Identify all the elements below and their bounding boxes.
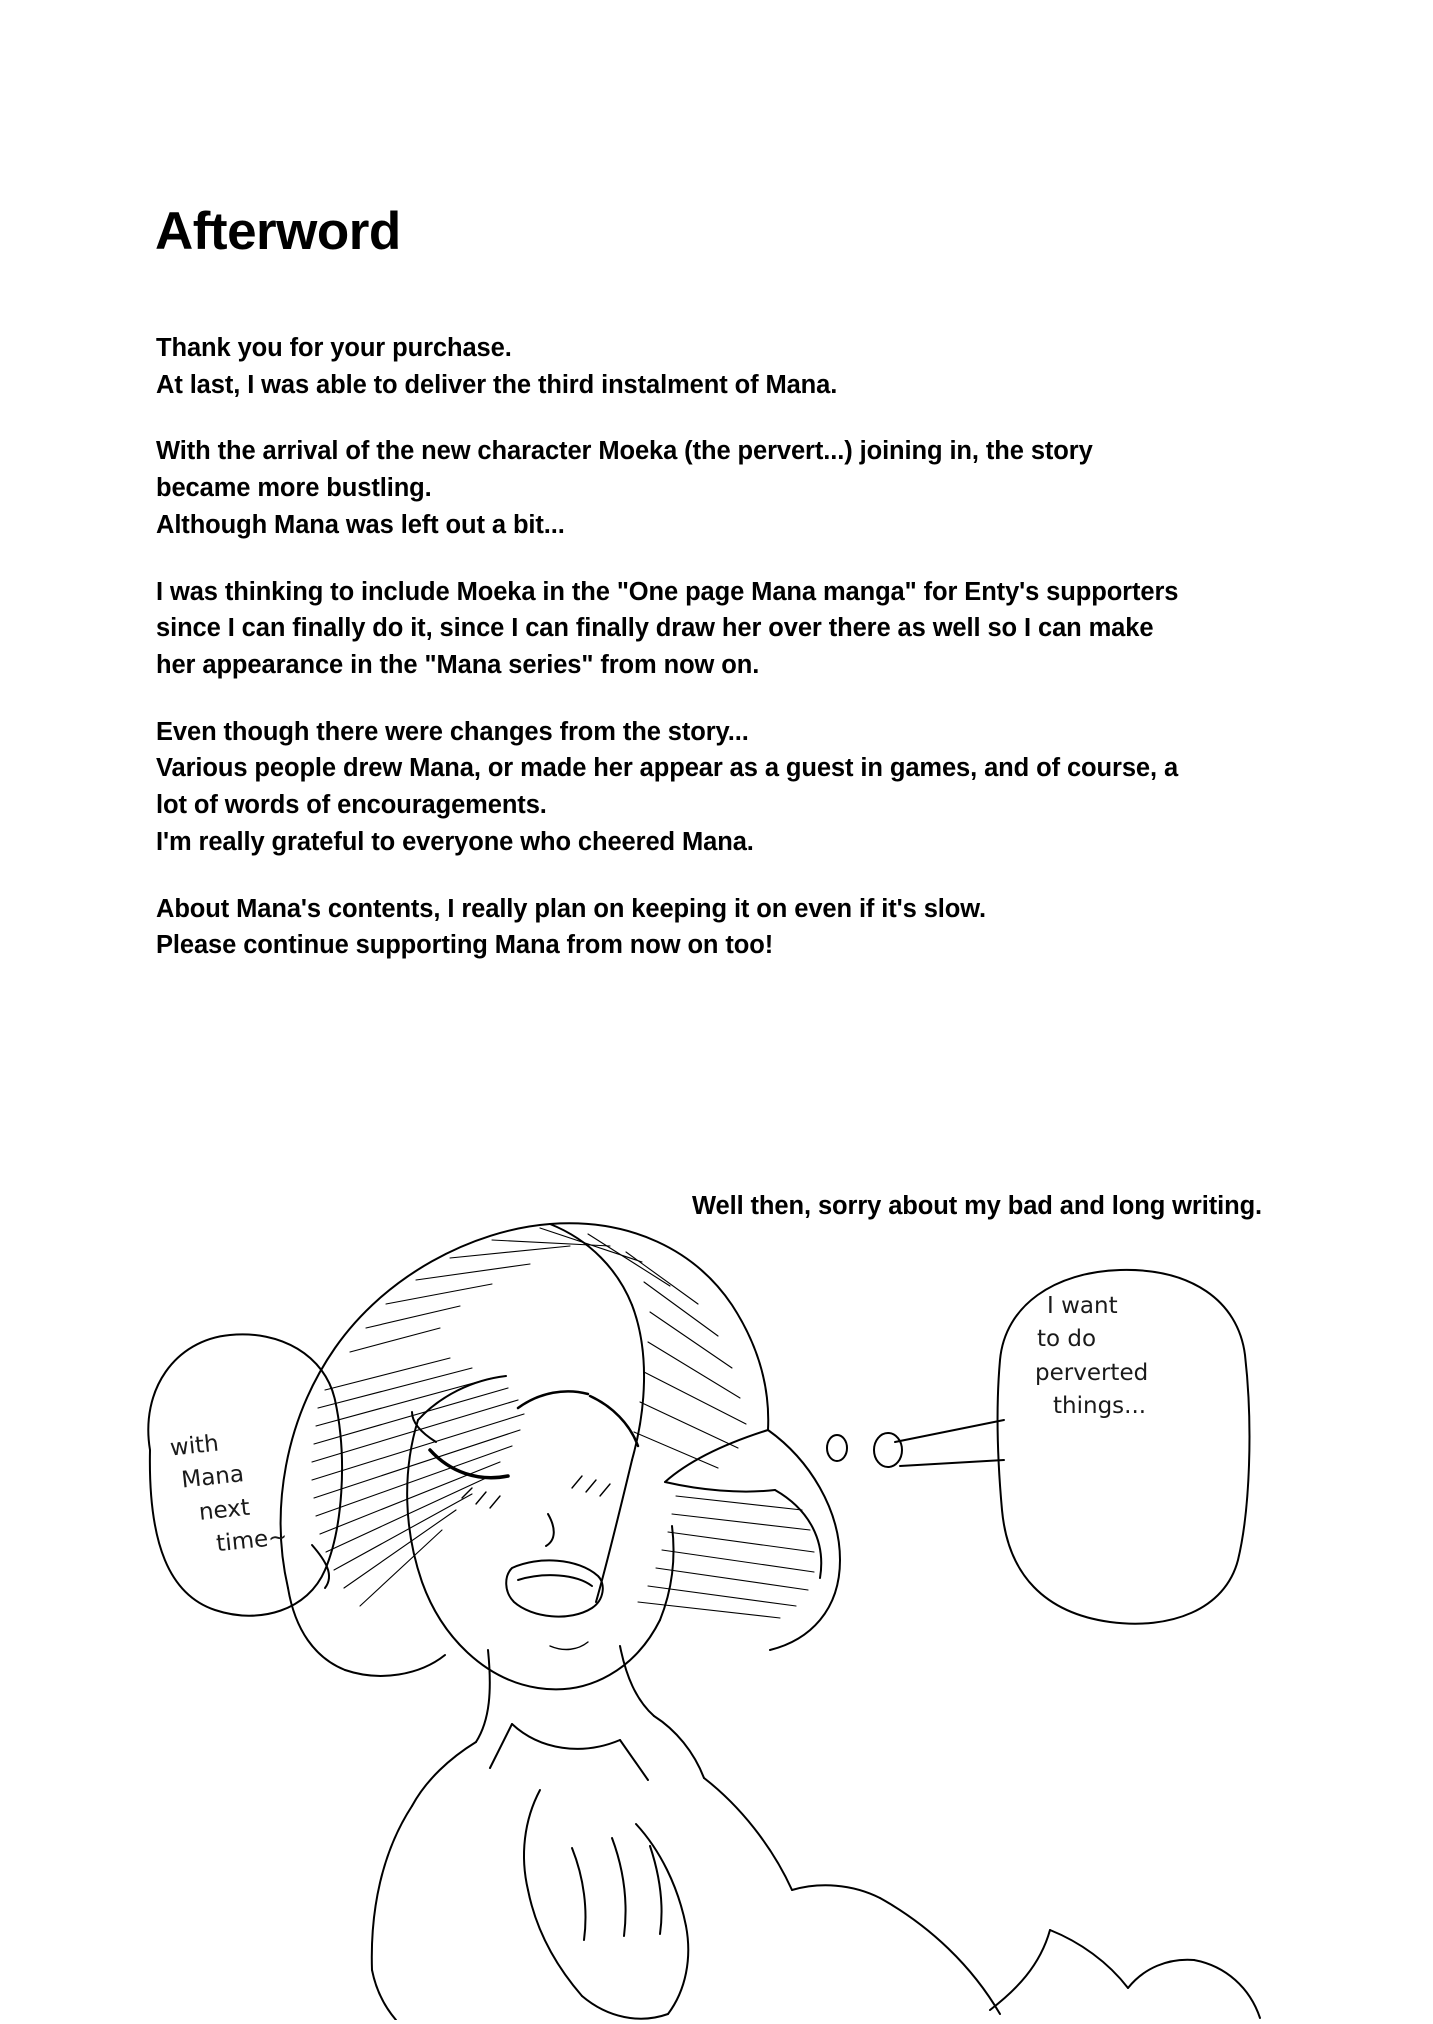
paragraph-5-line-2: Please continue supporting Mana from now on too! — [156, 931, 774, 960]
paragraph-2-line-2: became more bustling. — [156, 474, 432, 503]
nose — [546, 1514, 554, 1546]
speech-bubble-right-text — [1035, 1290, 1205, 1423]
blush-marks — [462, 1476, 610, 1508]
speech-right-line-1: I want — [1047, 1293, 1118, 1319]
speech-left-line-1: with — [168, 1430, 221, 1462]
speech-right-line-2: to do — [1037, 1326, 1097, 1353]
paragraph-3-line-2: since I can finally do it, since I can finally draw her over there as well so I can make — [156, 614, 1154, 643]
paragraph-1 — [156, 330, 1306, 403]
paragraph-2-line-1: With the arrival of the new character Moeka (the pervert...) joining in, the story — [156, 437, 1093, 466]
speech-left-line-4: time~ — [215, 1523, 289, 1558]
paragraph-4 — [156, 714, 1306, 861]
speech-bubble-left-text — [168, 1416, 341, 1565]
face-shape — [407, 1376, 673, 1689]
hair-hatching — [312, 1228, 814, 1618]
paragraph-5-line-1: About Mana's contents, I really plan on keeping it on even if it's slow. — [156, 894, 987, 923]
neck-and-collar — [412, 1646, 704, 1806]
paragraph-1-line-1: Thank you for your purchase. — [156, 334, 512, 362]
speech-left-line-2: Mana — [180, 1461, 246, 1494]
speech-right-line-4: things... — [1053, 1393, 1147, 1420]
paragraph-4-line-4: I'm really grateful to everyone who cheered Mana. — [156, 827, 754, 856]
paragraph-1-line-2: At last, I was able to deliver the third instalment of Mana. — [156, 370, 838, 399]
body-shape — [372, 1778, 1000, 2020]
thought-circles — [827, 1433, 902, 1467]
paragraph-3-line-3: her appearance in the "Mana series" from now on. — [156, 651, 760, 680]
hand-shape — [524, 1790, 688, 2019]
hair-shape — [281, 1223, 840, 1676]
paragraph-2-line-3: Although Mana was left out a bit... — [156, 510, 565, 539]
paragraph-3 — [156, 574, 1306, 684]
character-illustration — [120, 1090, 1360, 2020]
speech-right-line-3: perverted — [1035, 1359, 1149, 1386]
mouth — [506, 1560, 603, 1616]
closing-line: Well then, sorry about my bad and long writing. — [692, 1192, 1263, 1220]
chin-lines — [550, 1642, 588, 1649]
speech-left-line-3: next — [197, 1494, 252, 1526]
paragraph-4-line-2: Various people drew Mana, or made her appear as a guest in games, and of course, a — [156, 754, 1179, 783]
page-title: Afterword — [155, 201, 401, 261]
sleeve-shape — [990, 1930, 1260, 2018]
paragraph-4-line-1: Even though there were changes from the story... — [156, 717, 749, 746]
paragraph-5 — [156, 891, 1306, 964]
paragraph-2 — [156, 433, 1306, 543]
paragraph-3-line-1: I was thinking to include Moeka in the "One page Mana manga" for Enty's supporters — [156, 577, 1179, 606]
eye-closed — [412, 1391, 638, 1477]
afterword-body — [156, 330, 1306, 964]
paragraph-4-line-3: lot of words of encouragements. — [156, 791, 547, 820]
